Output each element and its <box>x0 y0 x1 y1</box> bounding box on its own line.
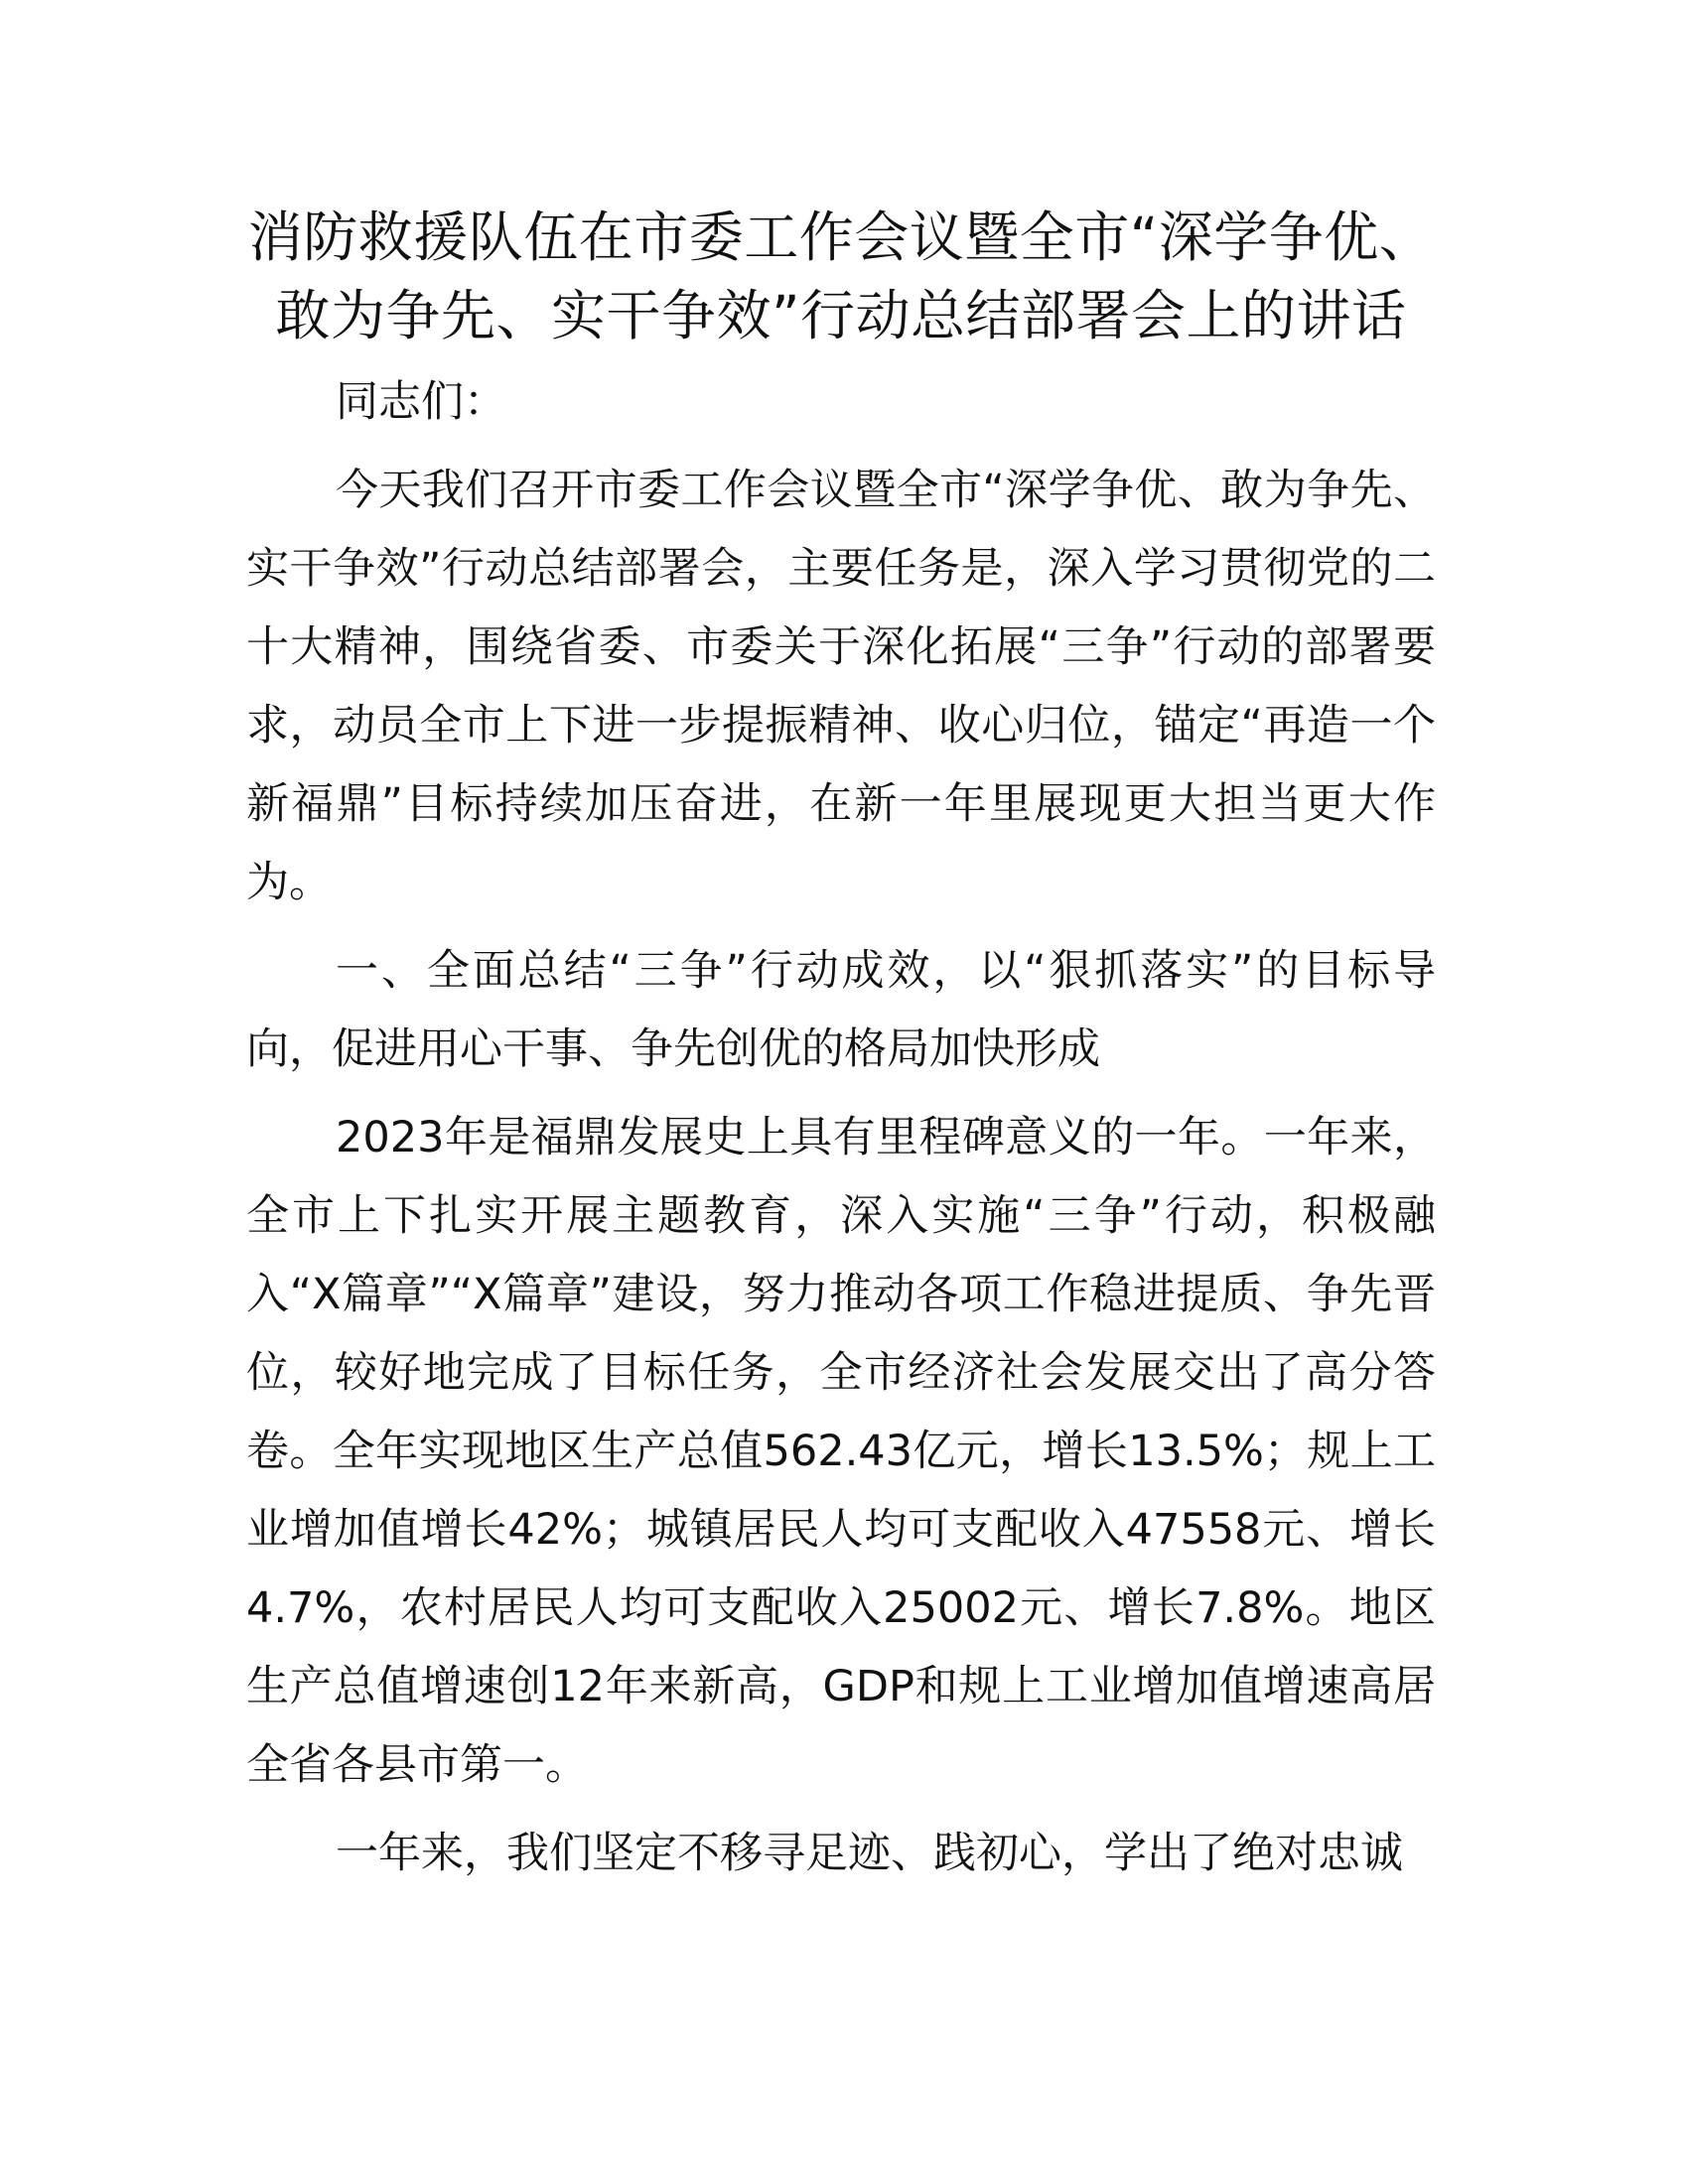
document-body <box>246 199 1436 1893</box>
paragraph-2023-results: 2023年是福鼎发展史上具有里程碑意义的一年。一年来，全市上下扎实开展主题教育，深入实施“三争”行动，积极融入“X篇章”“X篇章”建设，努力推动各项工作稳进提质、争先晋位，较好地完成了目标任务，全市经济社会发展交出了高分答卷。全年实现地区生产总值562.43亿元，增长13.5%；规上工业增加值增长42%；城镇居民人均可支配收入47558元、增长4.7%，农村居民人均可支配收入25002元、增长7.8%。地区生产总值增速创12年来新高，GDP和规上工业增加值增速高居全省各县市第一。 <box>246 1113 1436 1790</box>
salutation: 同志们： <box>336 377 506 427</box>
section-heading-1: 一、全面总结“三争”行动成效，以“狠抓落实”的目标导向，促进用心干事、争先创优的格局加快形成 <box>246 946 1436 1074</box>
document-title: 消防救援队伍在市委工作会议暨全市“深学争优、敢为争先、实干争效”行动总结部署会上的讲话 <box>247 205 1435 347</box>
paragraph-intro: 今天我们召开市委工作会议暨全市“深学争优、敢为争先、实干争效”行动总结部署会，主要任务是，深入学习贯彻党的二十大精神，围绕省委、市委关于深化拓展“三争”行动的部署要求，动员全市上下进一步提振精神、收心归位，锚定“再造一个新福鼎”目标持续加压奋进，在新一年里展现更大担当更大作为。 <box>246 466 1436 907</box>
paragraph-continuation: 一年来，我们坚定不移寻足迹、践初心，学出了绝对忠诚 <box>336 1829 1403 1878</box>
